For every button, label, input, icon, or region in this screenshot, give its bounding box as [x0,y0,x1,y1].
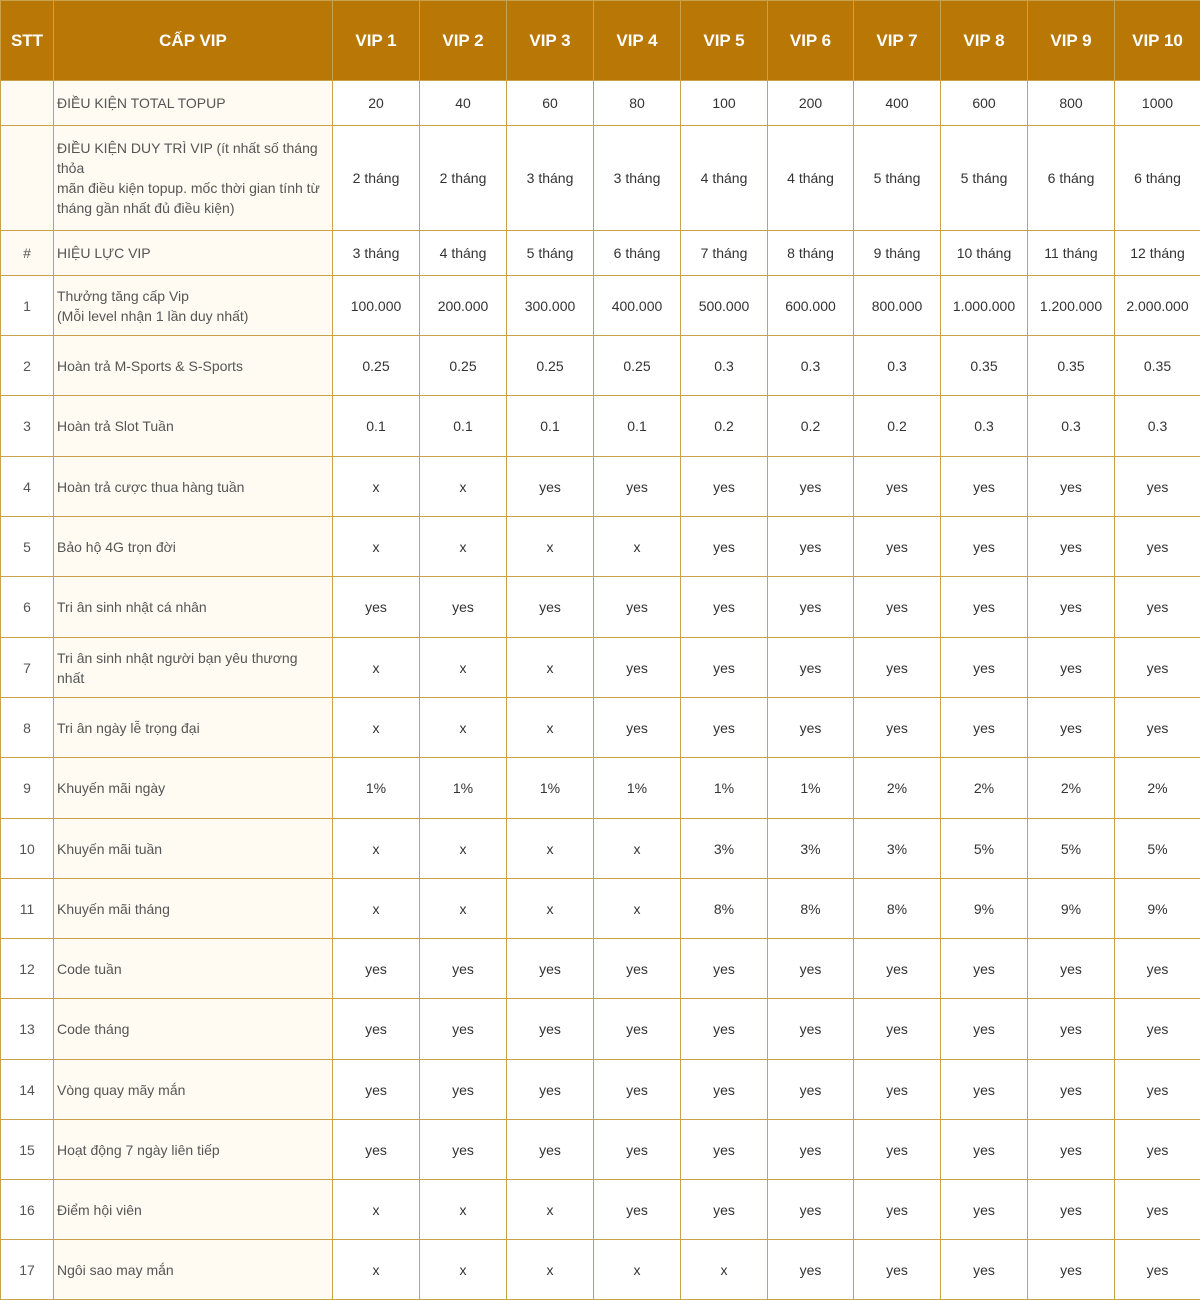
vip-8-value: 0.3 [941,396,1028,457]
vip-5-value: 0.2 [681,396,768,457]
vip-8-value: 5 tháng [941,126,1028,231]
row-label-line: Ngôi sao may mắn [57,1261,174,1278]
vip-2-value: yes [420,939,507,999]
vip-4-value: yes [594,457,681,517]
vip-5-value: 500.000 [681,276,768,336]
vip-1-value: x [333,517,420,577]
vip-7-value: 400 [854,81,941,126]
vip-5-value: yes [681,698,768,758]
header-vip-7: VIP 7 [854,1,941,81]
vip-7-value: 3% [854,819,941,879]
table-row [1,276,1200,336]
vip-3-value: 60 [507,81,594,126]
row-label-line: Tri ân sinh nhật cá nhân [57,599,207,615]
vip-1-value: 0.1 [333,396,420,457]
row-stt: 17 [1,1240,54,1300]
vip-2-value: x [420,457,507,517]
vip-8-value: 1.000.000 [941,276,1028,336]
vip-1-value: 20 [333,81,420,126]
vip-3-value: 0.1 [507,396,594,457]
row-stt [1,126,54,231]
vip-10-value: 2.000.000 [1115,276,1200,336]
vip-6-value: yes [768,638,854,698]
vip-5-value: yes [681,939,768,999]
row-stt: 12 [1,939,54,999]
row-stt [1,81,54,126]
vip-1-value: x [333,1180,420,1240]
vip-2-value: 0.25 [420,336,507,396]
vip-3-value: yes [507,577,594,638]
vip-5-value: 8% [681,879,768,939]
vip-6-value: 3% [768,819,854,879]
table-row [1,1240,1200,1300]
vip-5-value: yes [681,517,768,577]
header-vip-6: VIP 6 [768,1,854,81]
vip-5-value: yes [681,638,768,698]
vip-6-value: yes [768,1180,854,1240]
row-label [54,126,333,231]
row-stt: 2 [1,336,54,396]
vip-1-value: x [333,819,420,879]
vip-3-value: x [507,879,594,939]
vip-3-value: 5 tháng [507,231,594,276]
vip-5-value: 7 tháng [681,231,768,276]
table-body [1,81,1200,1300]
vip-10-value: 12 tháng [1115,231,1200,276]
vip-9-value: yes [1028,1240,1115,1300]
row-stt: 1 [1,276,54,336]
vip-10-value: yes [1115,517,1200,577]
table-row [1,1060,1200,1120]
vip-10-value: 0.3 [1115,396,1200,457]
vip-10-value: yes [1115,1240,1200,1300]
vip-6-value: 0.2 [768,396,854,457]
vip-4-value: 80 [594,81,681,126]
vip-9-value: 6 tháng [1028,126,1115,231]
vip-10-value: 1000 [1115,81,1200,126]
vip-6-value: yes [768,698,854,758]
vip-9-value: 5% [1028,819,1115,879]
vip-5-value: 1% [681,758,768,819]
vip-6-value: 8% [768,879,854,939]
row-label [54,1060,333,1120]
vip-2-value: yes [420,1120,507,1180]
row-label-line: Tri ân ngày lễ trọng đại [57,719,200,736]
vip-5-value: x [681,1240,768,1300]
row-stt: 7 [1,638,54,698]
vip-7-value: 0.3 [854,336,941,396]
vip-1-value: yes [333,577,420,638]
vip-2-value: yes [420,1060,507,1120]
table-row [1,698,1200,758]
vip-9-value: yes [1028,457,1115,517]
vip-1-value: yes [333,1060,420,1120]
vip-4-value: 0.25 [594,336,681,396]
vip-1-value: 2 tháng [333,126,420,231]
vip-3-value: yes [507,999,594,1060]
vip-3-value: yes [507,939,594,999]
vip-9-value: 2% [1028,758,1115,819]
vip-10-value: 9% [1115,879,1200,939]
table-row [1,1120,1200,1180]
vip-7-value: 5 tháng [854,126,941,231]
vip-10-value: 6 tháng [1115,126,1200,231]
vip-10-value: yes [1115,457,1200,517]
row-label-line: tháng gần nhất đủ điều kiện) [57,200,235,216]
vip-4-value: x [594,879,681,939]
row-label-line: Khuyến mãi ngày [57,780,166,796]
row-stt: 14 [1,1060,54,1120]
vip-6-value: yes [768,457,854,517]
row-label [54,879,333,939]
vip-5-value: yes [681,1180,768,1240]
vip-6-value: yes [768,939,854,999]
table-row [1,638,1200,698]
vip-6-value: 4 tháng [768,126,854,231]
row-label [54,336,333,396]
row-label [54,638,333,698]
vip-6-value: 600.000 [768,276,854,336]
vip-8-value: 10 tháng [941,231,1028,276]
vip-1-value: x [333,1240,420,1300]
vip-5-value: yes [681,999,768,1060]
header-vip-2: VIP 2 [420,1,507,81]
vip-4-value: 3 tháng [594,126,681,231]
row-label-line: Hoàn trả Slot Tuần [57,418,174,434]
row-label [54,819,333,879]
row-label-line: Code tuần [57,960,122,977]
row-label [54,457,333,517]
vip-8-value: yes [941,999,1028,1060]
row-stt: 15 [1,1120,54,1180]
row-stt: 13 [1,999,54,1060]
header-vip-3: VIP 3 [507,1,594,81]
table-row [1,577,1200,638]
vip-6-value: 1% [768,758,854,819]
table-row [1,396,1200,457]
vip-3-value: 300.000 [507,276,594,336]
vip-4-value: yes [594,1120,681,1180]
vip-8-value: yes [941,1240,1028,1300]
vip-4-value: yes [594,638,681,698]
row-stt: 16 [1,1180,54,1240]
table-row [1,126,1200,231]
vip-8-value: 0.35 [941,336,1028,396]
row-label [54,758,333,819]
vip-3-value: x [507,698,594,758]
row-label-line: Vòng quay mãy mắn [57,1081,186,1098]
vip-4-value: 6 tháng [594,231,681,276]
row-label [54,698,333,758]
vip-9-value: 9% [1028,879,1115,939]
vip-7-value: yes [854,1240,941,1300]
vip-7-value: 800.000 [854,276,941,336]
row-label-line: Bảo hộ 4G trọn đời [57,538,176,555]
vip-2-value: x [420,819,507,879]
vip-3-value: 3 tháng [507,126,594,231]
vip-6-value: yes [768,999,854,1060]
row-stt: 9 [1,758,54,819]
row-label-line: Hoàn trả cược thua hàng tuần [57,478,245,495]
vip-2-value: x [420,517,507,577]
table-header [1,1,1200,81]
vip-9-value: yes [1028,1060,1115,1120]
vip-8-value: yes [941,1180,1028,1240]
vip-1-value: yes [333,939,420,999]
vip-8-value: yes [941,1120,1028,1180]
row-label-line: Thưởng tăng cấp Vip [57,287,189,304]
table-row [1,999,1200,1060]
row-label-line: Khuyến mãi tháng [57,900,170,917]
vip-3-value: x [507,517,594,577]
vip-1-value: x [333,698,420,758]
row-label [54,276,333,336]
vip-9-value: yes [1028,698,1115,758]
header-vip-8: VIP 8 [941,1,1028,81]
vip-10-value: yes [1115,939,1200,999]
table-row [1,758,1200,819]
row-label [54,396,333,457]
vip-9-value: 1.200.000 [1028,276,1115,336]
vip-2-value: 0.1 [420,396,507,457]
vip-4-value: 0.1 [594,396,681,457]
vip-1-value: 0.25 [333,336,420,396]
table-row [1,231,1200,276]
vip-2-value: x [420,1180,507,1240]
row-label-line: Hoạt động 7 ngày liên tiếp [57,1141,220,1158]
vip-10-value: 2% [1115,758,1200,819]
vip-5-value: yes [681,577,768,638]
vip-7-value: 8% [854,879,941,939]
vip-3-value: yes [507,457,594,517]
vip-4-value: x [594,819,681,879]
vip-1-value: yes [333,999,420,1060]
vip-10-value: 0.35 [1115,336,1200,396]
row-label [54,81,333,126]
vip-10-value: 5% [1115,819,1200,879]
vip-6-value: 200 [768,81,854,126]
vip-9-value: 800 [1028,81,1115,126]
vip-1-value: x [333,638,420,698]
vip-4-value: yes [594,999,681,1060]
table-row [1,939,1200,999]
header-vip-1: VIP 1 [333,1,420,81]
vip-2-value: 200.000 [420,276,507,336]
vip-9-value: yes [1028,999,1115,1060]
row-label-line: Khuyến mãi tuần [57,840,163,857]
vip-9-value: yes [1028,638,1115,698]
row-label-line: Hoàn trả M-Sports & S-Sports [57,357,243,374]
vip-2-value: yes [420,577,507,638]
vip-10-value: yes [1115,638,1200,698]
vip-1-value: 3 tháng [333,231,420,276]
vip-2-value: yes [420,999,507,1060]
vip-8-value: yes [941,457,1028,517]
vip-2-value: 40 [420,81,507,126]
vip-3-value: x [507,638,594,698]
vip-5-value: 3% [681,819,768,879]
vip-9-value: yes [1028,517,1115,577]
header-vip-9: VIP 9 [1028,1,1115,81]
vip-5-value: yes [681,1120,768,1180]
vip-7-value: yes [854,517,941,577]
vip-4-value: yes [594,1180,681,1240]
vip-7-value: yes [854,1120,941,1180]
row-stt: 6 [1,577,54,638]
vip-2-value: x [420,638,507,698]
vip-9-value: yes [1028,1120,1115,1180]
vip-4-value: yes [594,577,681,638]
vip-1-value: x [333,457,420,517]
vip-7-value: yes [854,638,941,698]
vip-8-value: yes [941,638,1028,698]
vip-7-value: 9 tháng [854,231,941,276]
vip-10-value: yes [1115,1180,1200,1240]
vip-2-value: x [420,879,507,939]
row-label [54,1180,333,1240]
vip-2-value: x [420,1240,507,1300]
vip-9-value: yes [1028,1180,1115,1240]
vip-6-value: yes [768,1240,854,1300]
vip-5-value: 4 tháng [681,126,768,231]
vip-9-value: yes [1028,577,1115,638]
row-label [54,577,333,638]
header-vip-10: VIP 10 [1115,1,1200,81]
table-row [1,81,1200,126]
row-stt: 4 [1,457,54,517]
row-label-line: mãn điều kiện topup. mốc thời gian tính từ [57,180,320,196]
vip-1-value: yes [333,1120,420,1180]
vip-2-value: 4 tháng [420,231,507,276]
vip-8-value: yes [941,577,1028,638]
row-label [54,999,333,1060]
vip-4-value: yes [594,939,681,999]
vip-4-value: yes [594,1060,681,1120]
vip-8-value: 5% [941,819,1028,879]
vip-2-value: x [420,698,507,758]
vip-7-value: yes [854,999,941,1060]
row-label-line: Code tháng [57,1021,130,1037]
vip-7-value: yes [854,577,941,638]
vip-6-value: yes [768,517,854,577]
vip-1-value: x [333,879,420,939]
header-cap-vip: CẤP VIP [54,1,333,81]
row-label [54,517,333,577]
table-row [1,517,1200,577]
vip-3-value: x [507,1180,594,1240]
vip-8-value: 2% [941,758,1028,819]
vip-3-value: 0.25 [507,336,594,396]
vip-7-value: yes [854,1180,941,1240]
vip-8-value: yes [941,517,1028,577]
vip-9-value: 0.3 [1028,396,1115,457]
row-stt: 8 [1,698,54,758]
vip-6-value: 8 tháng [768,231,854,276]
vip-7-value: yes [854,698,941,758]
vip-4-value: x [594,1240,681,1300]
row-label [54,1240,333,1300]
vip-8-value: 600 [941,81,1028,126]
vip-3-value: x [507,1240,594,1300]
vip-5-value: 0.3 [681,336,768,396]
vip-7-value: 0.2 [854,396,941,457]
vip-10-value: yes [1115,1120,1200,1180]
table-row [1,879,1200,939]
row-stt: 10 [1,819,54,879]
row-label-line: HIỆU LỰC VIP [57,245,151,261]
vip-8-value: 9% [941,879,1028,939]
row-stt: 3 [1,396,54,457]
vip-3-value: x [507,819,594,879]
row-label [54,939,333,999]
row-stt: # [1,231,54,276]
table-row [1,1180,1200,1240]
vip-1-value: 100.000 [333,276,420,336]
row-label-line: Tri ân sinh nhật người bạn yêu thương nhất [57,649,298,686]
vip-4-value: yes [594,698,681,758]
vip-10-value: yes [1115,999,1200,1060]
vip-2-value: 2 tháng [420,126,507,231]
vip-10-value: yes [1115,577,1200,638]
vip-5-value: yes [681,1060,768,1120]
row-stt: 5 [1,517,54,577]
header-row [1,1,1200,81]
row-label-line: ĐIỀU KIỆN DUY TRÌ VIP (ít nhất số tháng thỏa [57,140,318,176]
row-label [54,231,333,276]
vip-6-value: yes [768,1060,854,1120]
vip-3-value: 1% [507,758,594,819]
vip-7-value: yes [854,1060,941,1120]
header-vip-5: VIP 5 [681,1,768,81]
vip-4-value: 1% [594,758,681,819]
vip-8-value: yes [941,939,1028,999]
header-stt: STT [1,1,54,81]
vip-9-value: 0.35 [1028,336,1115,396]
row-label-line: ĐIỀU KIỆN TOTAL TOPUP [57,95,226,111]
row-stt: 11 [1,879,54,939]
vip-7-value: yes [854,939,941,999]
vip-10-value: yes [1115,1060,1200,1120]
vip-3-value: yes [507,1120,594,1180]
vip-4-value: x [594,517,681,577]
vip-7-value: yes [854,457,941,517]
vip-6-value: yes [768,1120,854,1180]
vip-5-value: yes [681,457,768,517]
vip-6-value: yes [768,577,854,638]
vip-6-value: 0.3 [768,336,854,396]
vip-9-value: yes [1028,939,1115,999]
vip-5-value: 100 [681,81,768,126]
vip-8-value: yes [941,1060,1028,1120]
row-label [54,1120,333,1180]
row-label-line: (Mỗi level nhận 1 lần duy nhất) [57,307,249,324]
vip-1-value: 1% [333,758,420,819]
vip-8-value: yes [941,698,1028,758]
vip-2-value: 1% [420,758,507,819]
table-row [1,819,1200,879]
table-row [1,336,1200,396]
vip-4-value: 400.000 [594,276,681,336]
vip-9-value: 11 tháng [1028,231,1115,276]
row-label-line: Điểm hội viên [57,1201,142,1218]
vip-7-value: 2% [854,758,941,819]
header-vip-4: VIP 4 [594,1,681,81]
table-row [1,457,1200,517]
vip-10-value: yes [1115,698,1200,758]
vip-3-value: yes [507,1060,594,1120]
